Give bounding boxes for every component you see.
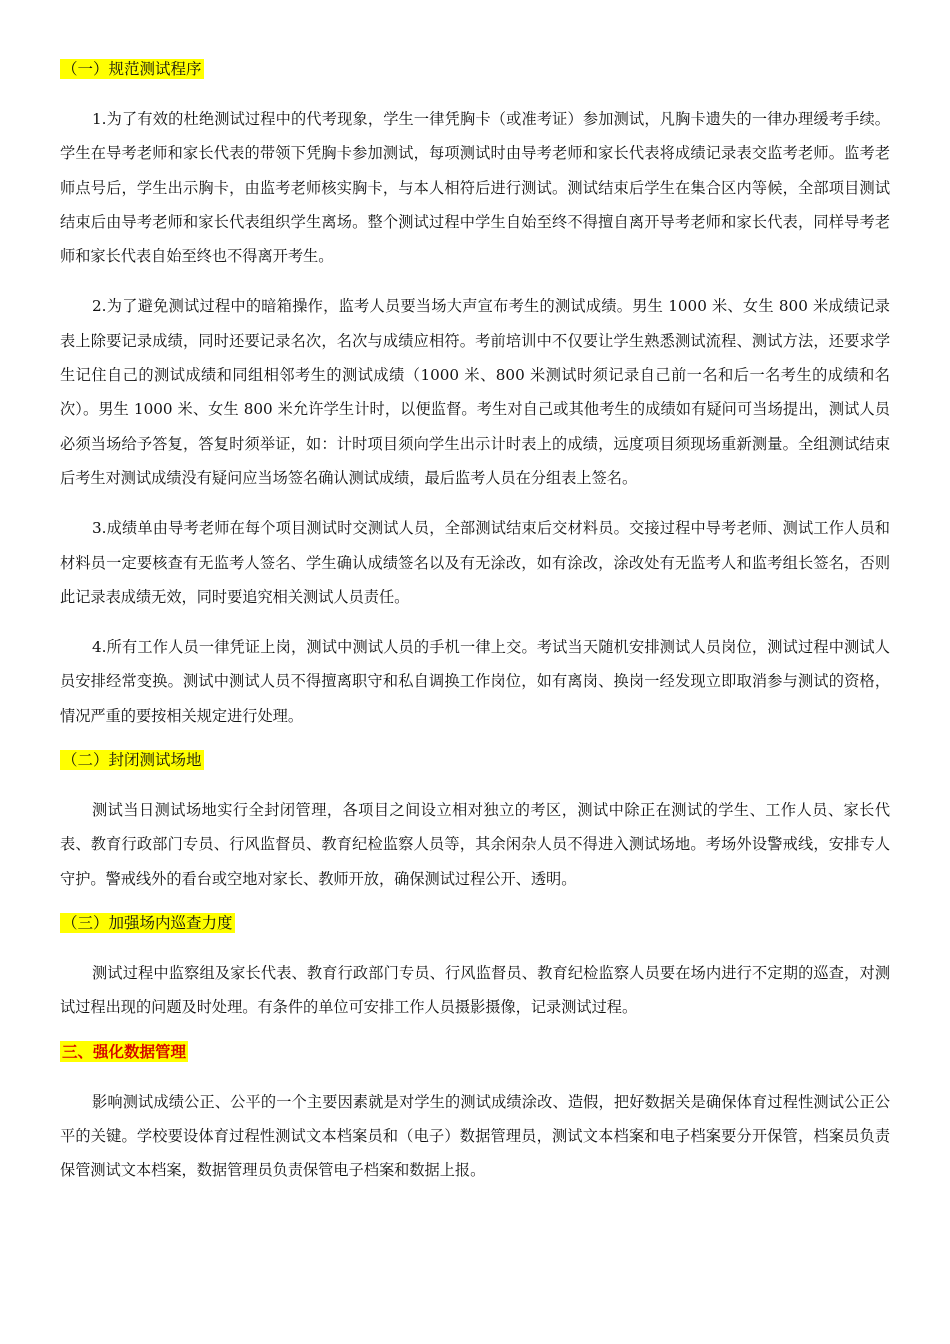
heading-text: 三、强化数据管理 bbox=[62, 1041, 187, 1061]
section-heading-standardize-procedure bbox=[60, 58, 890, 80]
paragraph-data-management: 影响测试成绩公正、公平的一个主要因素就是对学生的测试成绩涂改、造假，把好数据关是确保体育过程性测试公正公平的关键。学校要设体育过程性测试文本档案员和（电子）数据管理员，测试文本档案和电子档案要分开保管，档案员负责保管测试文本档案，数据管理员负责保管电子档案和数据上报。 bbox=[60, 1092, 890, 1180]
paragraph-closed-venue: 测试当日测试场地实行全封闭管理，各项目之间设立相对独立的考区，测试中除正在测试的学生、工作人员、家长代表、教育行政部门专员、行风监督员、教育纪检监察人员等，其余闲杂人员不得进入测试场地。考场外设警戒线，安排专人守护。警戒线外的看台或空地对家长、教师开放，确保测试过程公开、透明。 bbox=[60, 801, 890, 888]
paragraph-patrol: 测试过程中监察组及家长代表、教育行政部门专员、行风监督员、教育纪检监察人员要在场内进行不定期的巡查，对测试过程出现的问题及时处理。有条件的单位可安排工作人员摄影摄像，记录测试过程。 bbox=[60, 963, 890, 1017]
section-heading-closed-venue bbox=[60, 749, 890, 771]
section-heading-patrol bbox=[60, 912, 890, 934]
heading-text: （三）加强场内巡查力度 bbox=[62, 913, 233, 932]
paragraph-4: 4.所有工作人员一律凭证上岗，测试中测试人员的手机一律上交。考试当天随机安排测试人员岗位，测试过程中测试人员安排经常变换。测试中测试人员不得擅离职守和私自调换工作岗位，如有离岗、换岗一经发现立即取消参与测试的资格，情况严重的要按相关规定进行处理。 bbox=[60, 638, 890, 725]
document-page bbox=[60, 58, 890, 1203]
heading-text: （一）规范测试程序 bbox=[62, 60, 202, 78]
section-heading-data-management bbox=[60, 1041, 890, 1063]
paragraph-1: 1.为了有效的杜绝测试过程中的代考现象，学生一律凭胸卡（或准考证）参加测试，凡胸卡遗失的一律办理缓考手续。学生在导考老师和家长代表的带领下凭胸卡参加测试，每项测试时由导考老师和家长代表将成绩记录表交监考老师。监考老师点号后，学生出示胸卡，由监考老师核实胸卡，与本人相符后进行测试。测试结束后学生在集合区内等候，全部项目测试结束后由导考老师和家长代表组织学生离场。整个测试过程中学生自始至终不得擅自离开导考老师和家长代表，同样导考老师和家长代表自始至终也不得离开考生。 bbox=[60, 110, 890, 266]
heading-text: （二）封闭测试场地 bbox=[62, 751, 202, 770]
paragraph-3: 3.成绩单由导考老师在每个项目测试时交测试人员，全部测试结束后交材料员。交接过程中导考老师、测试工作人员和材料员一定要核查有无监考人签名、学生确认成绩签名以及有无涂改，如有涂改，涂改处有无监考人和监考组长签名，否则此记录表成绩无效，同时要追究相关测试人员责任。 bbox=[60, 519, 890, 606]
paragraph-2: 2.为了避免测试过程中的暗箱操作，监考人员要当场大声宣布考生的测试成绩。男生 1000 米、女生 800 米成绩记录表上除要记录成绩，同时还要记录名次，名次与成绩应相符。考前培训中不仅要让学生熟悉测试流程、测试方法，还要求学生记住自己的测试成绩和同组相邻考生的测试成绩（1000 米、800 米测试时须记录自己前一名和后一名考生的成绩和名次）。男生 1000 米、女生 800 米允许学生计时，以便监督。考生对自己或其他考生的成绩如有疑问可当场提出，测试人员必须当场给予答复，答复时须举证，如：计时项目须向学生出示计时表上的成绩，远度项目须现场重新测量。全组测试结束后考生对测试成绩没有疑问应当场签名确认测试成绩，最后监考人员在分组表上签名。 bbox=[60, 297, 890, 487]
